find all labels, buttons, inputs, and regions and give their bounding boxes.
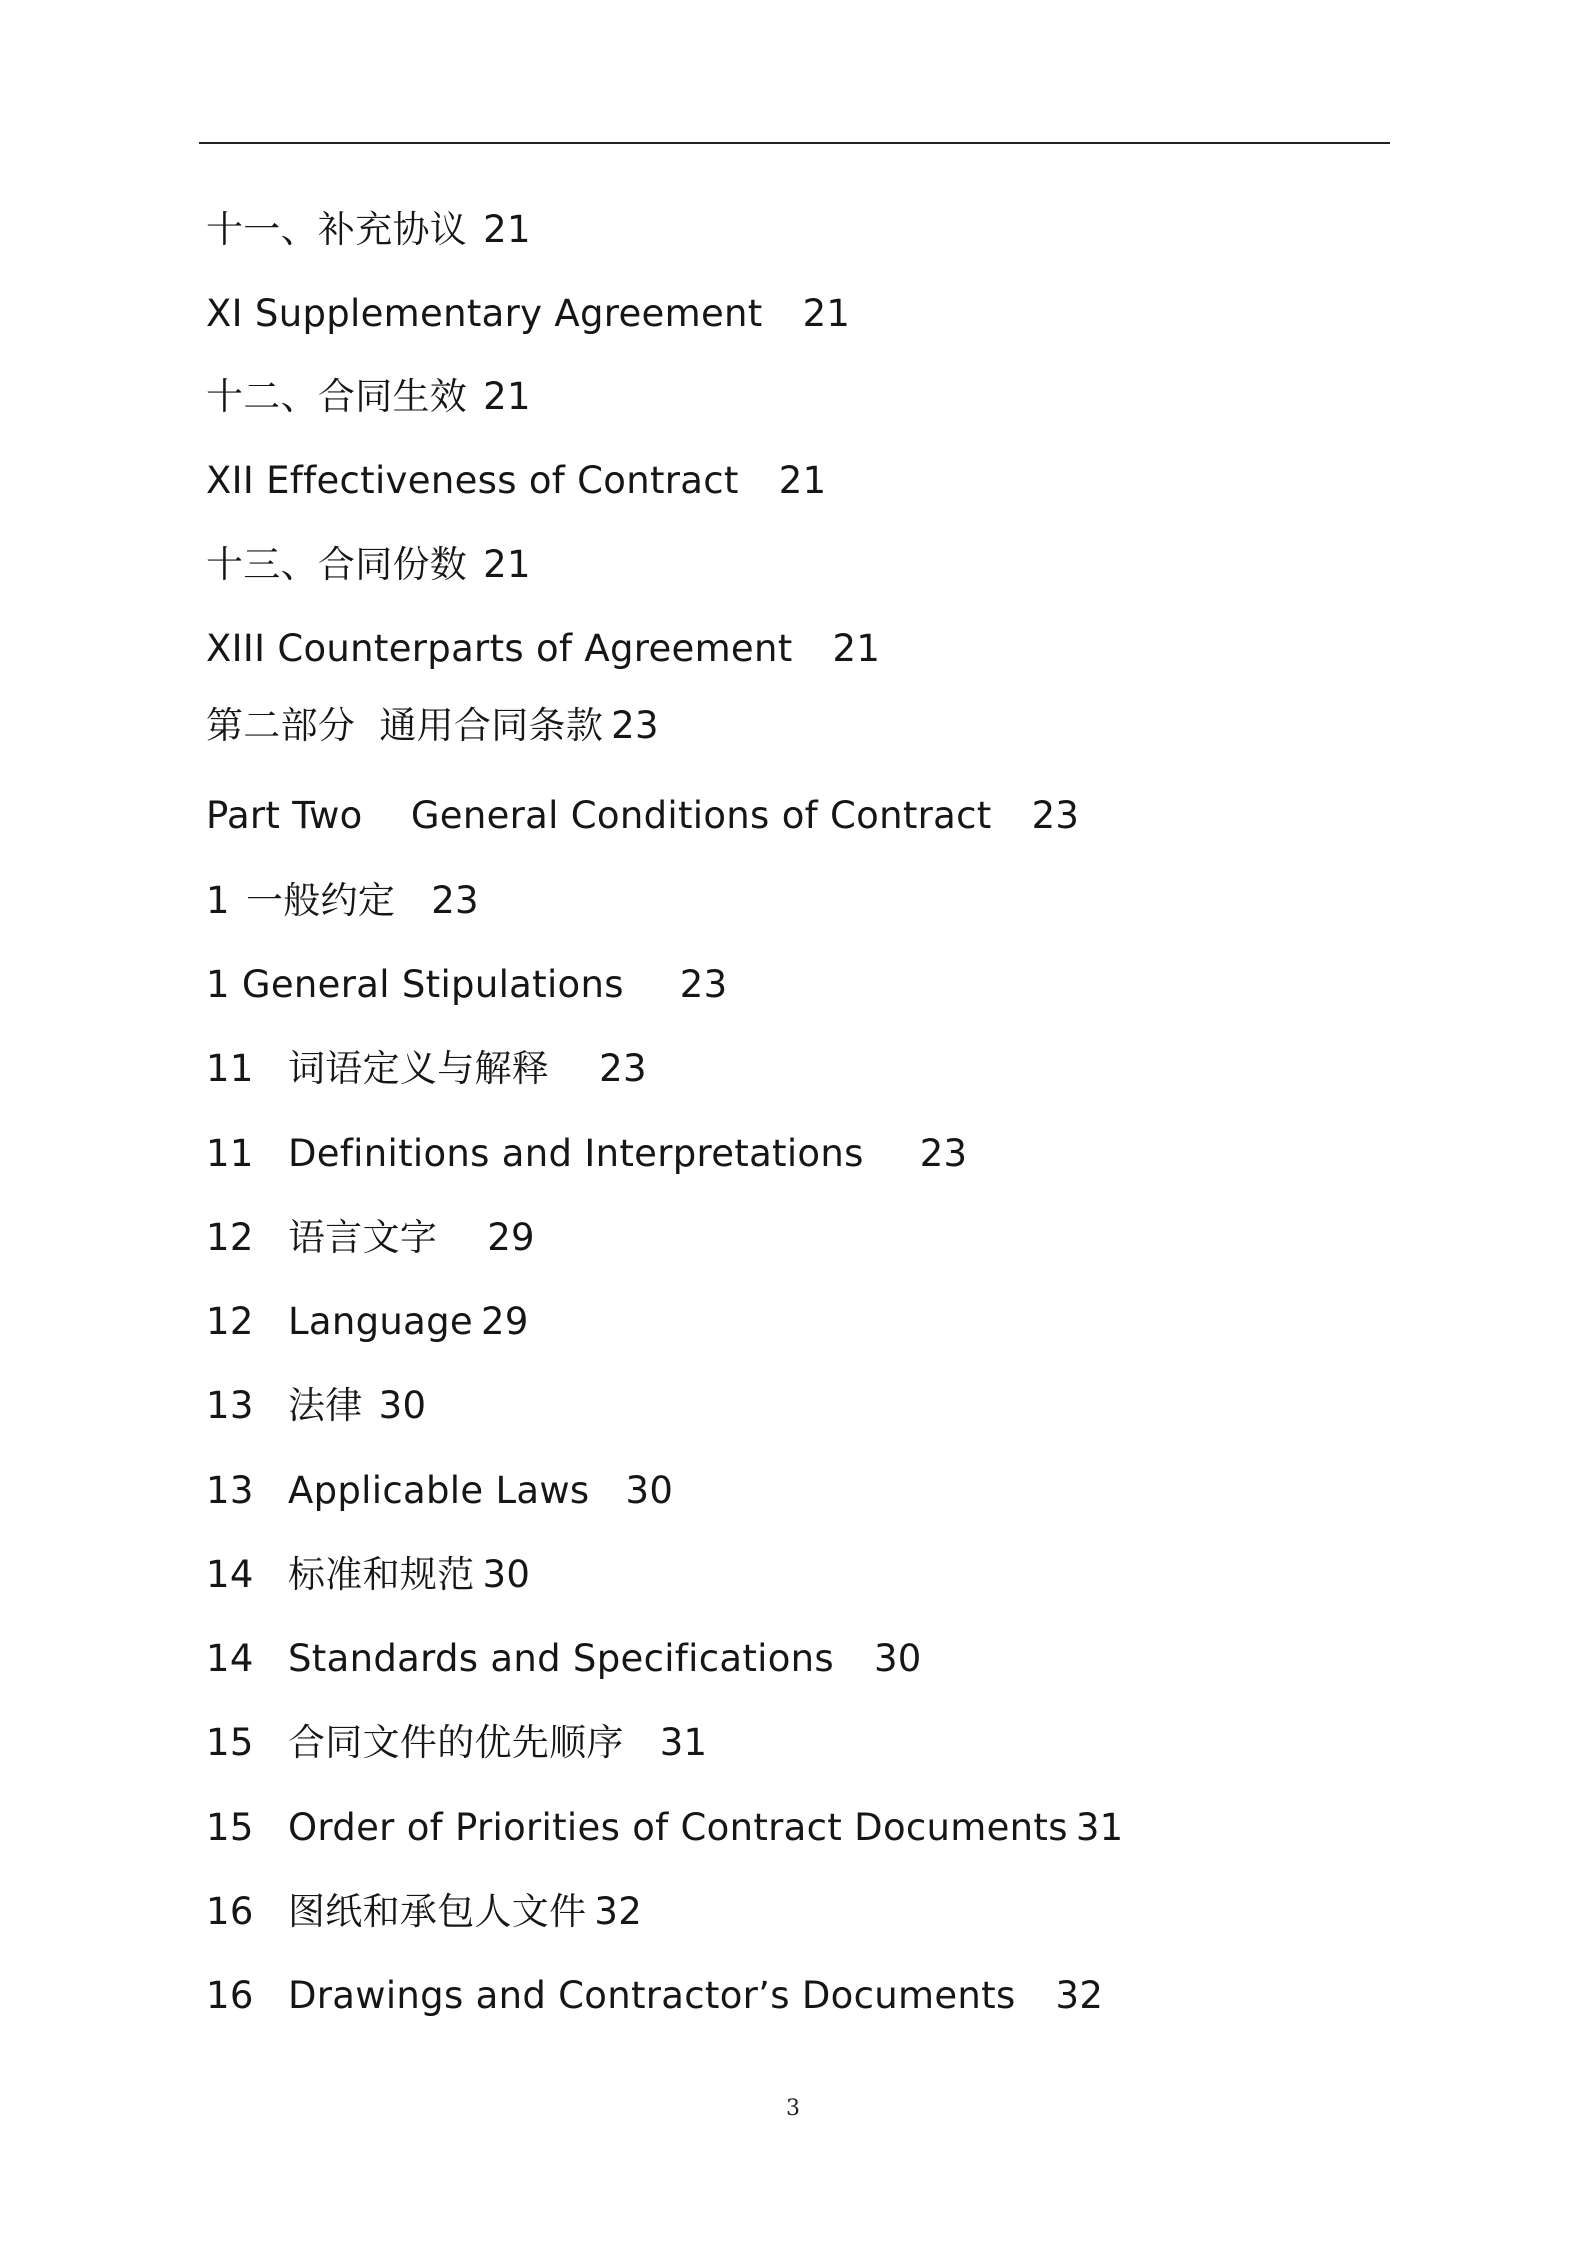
toc-entry[interactable] [206, 459, 827, 502]
toc-entry-title: Standards and Specifications [288, 1637, 834, 1680]
toc-entry-title: 一般约定 [246, 879, 396, 922]
toc-entry[interactable] [206, 1974, 1104, 2017]
toc-entry-page: 21 [832, 627, 881, 670]
toc-entry-title: 语言文字 [288, 1216, 438, 1259]
toc-entry[interactable] [206, 1469, 674, 1512]
toc-entry-number: 13 [206, 1384, 254, 1427]
toc-entry-title: XII Effectiveness of Contract [206, 459, 739, 502]
toc-entry[interactable] [206, 543, 531, 586]
toc-entry-number: 13 [206, 1469, 254, 1512]
toc-entry[interactable] [206, 1637, 922, 1680]
toc-entry-title: 法律 [288, 1384, 363, 1427]
toc-entry-page: 32 [1055, 1974, 1104, 2017]
toc-entry-page: 23 [431, 879, 479, 922]
toc-entry[interactable] [206, 879, 479, 922]
toc-entry[interactable] [206, 1721, 708, 1764]
toc-entry-number: 15 [206, 1806, 254, 1849]
toc-entry-number: 12 [206, 1300, 254, 1343]
toc-entry-title: 1 General Stipulations [206, 963, 624, 1006]
toc-entry[interactable] [206, 1553, 531, 1596]
toc-entry-page: 31 [659, 1721, 708, 1764]
toc-entry[interactable] [206, 1216, 535, 1259]
toc-entry-page: 21 [483, 543, 531, 586]
toc-entry[interactable] [206, 1384, 427, 1427]
toc-entry-title: Order of Priorities of Contract Documents [288, 1806, 1068, 1849]
toc-entry-number: 12 [206, 1216, 254, 1259]
toc-entry-title: Language [288, 1300, 473, 1343]
toc-entry-page: 23 [1031, 794, 1080, 837]
toc-entry-page: 31 [1075, 1806, 1124, 1849]
page-number: 3 [786, 2096, 800, 2121]
toc-entry-number: 1 [206, 879, 230, 922]
toc-entry-page: 21 [483, 375, 531, 418]
header-rule [199, 142, 1390, 144]
toc-entry-title: 十二、合同生效 [206, 375, 468, 418]
toc-entry-title: XIII Counterparts of Agreement [206, 627, 793, 670]
toc-entry-title: 合同文件的优先顺序 [288, 1721, 624, 1764]
toc-entry-page: 32 [594, 1890, 643, 1933]
toc-entry-number: 16 [206, 1974, 254, 2017]
toc-entry[interactable] [206, 963, 728, 1006]
toc-entry-title: 词语定义与解释 [288, 1047, 550, 1090]
toc-entry-title: XI Supplementary Agreement [206, 292, 763, 335]
toc-entry-page: 21 [483, 208, 531, 251]
toc-entry-title: Part Two General Conditions of Contract [206, 794, 992, 837]
toc-entry-page: 23 [679, 963, 728, 1006]
toc-entry-number: 15 [206, 1721, 254, 1764]
toc-entry-page: 30 [873, 1637, 922, 1680]
toc-entry-page: 23 [611, 704, 659, 747]
toc-entry-number: 14 [206, 1637, 254, 1680]
toc-entry[interactable] [206, 794, 1080, 837]
toc-entry[interactable] [206, 1890, 643, 1933]
toc-entry-page: 30 [378, 1384, 427, 1427]
toc-entry-number: 11 [206, 1047, 254, 1090]
toc-entry[interactable] [206, 1806, 1124, 1849]
toc-entry-page: 29 [487, 1216, 535, 1259]
toc-entry-title: Drawings and Contractor’s Documents [288, 1974, 1016, 2017]
toc-entry-number: 16 [206, 1890, 254, 1933]
toc-entry-title: 十一、补充协议 [206, 208, 468, 251]
toc-entry-title: 第二部分 通用合同条款 [206, 704, 604, 747]
toc-entry-page: 23 [599, 1047, 647, 1090]
toc-entry[interactable] [206, 1300, 529, 1343]
toc-entry-page: 23 [919, 1132, 968, 1175]
toc-entry-number: 11 [206, 1132, 254, 1175]
toc-entry-title: 十三、合同份数 [206, 543, 468, 586]
toc-entry-title: Applicable Laws [288, 1469, 590, 1512]
toc-entry-title: Definitions and Interpretations [288, 1132, 864, 1175]
toc-entry[interactable] [206, 704, 659, 747]
toc-entry[interactable] [206, 208, 531, 251]
toc-entry-page: 21 [778, 459, 827, 502]
toc-entry[interactable] [206, 1047, 647, 1090]
toc-entry-number: 14 [206, 1553, 254, 1596]
toc-entry-title: 图纸和承包人文件 [288, 1890, 587, 1933]
toc-entry[interactable] [206, 1132, 968, 1175]
toc-entry-page: 30 [482, 1553, 531, 1596]
toc-entry-title: 标准和规范 [288, 1553, 475, 1596]
toc-entry-page: 30 [625, 1469, 674, 1512]
toc-entry[interactable] [206, 627, 881, 670]
toc-entry-page: 21 [802, 292, 851, 335]
toc-entry[interactable] [206, 375, 531, 418]
toc-entry-page: 29 [481, 1300, 529, 1343]
toc-entry[interactable] [206, 292, 851, 335]
